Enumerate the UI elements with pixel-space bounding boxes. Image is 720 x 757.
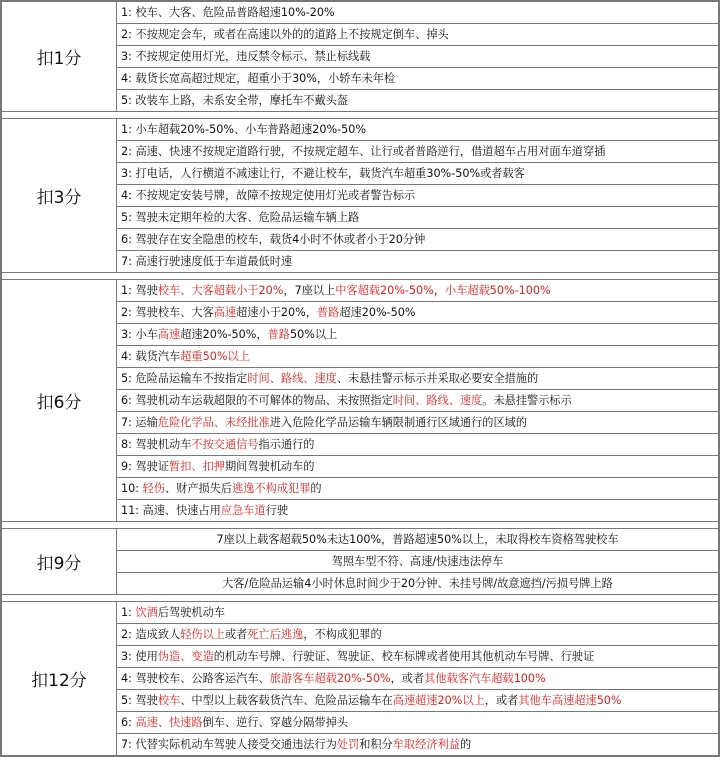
rule-text-segment: 和积分 [359,737,393,751]
rule-text-segment: 6: 驾驶机动车运载超限的不可解体的物品、未按照指定 [121,393,393,407]
rule-text [117,346,719,368]
highlight-text: 牟取经济利益 [392,737,460,751]
rule-text-segment: 11: 高速、快速占用 [121,503,221,517]
rule-text [117,24,719,46]
highlight-text: 时间、路线、速度 [392,393,483,407]
rule-text-segment: 、未悬挂警示标示并采取必要安全措施的 [336,371,539,385]
rule-text [117,456,719,478]
rule-text-segment: 3: 小车 [121,327,158,341]
rule-text [117,624,719,646]
rule-text-segment: 的 [459,737,472,751]
rule-text [117,412,719,434]
highlight-text: 处罚 [336,737,360,751]
rule-text-segment: 2: 高速、快速不按规定道路行驶，不按规定超车、让行或者普路逆行，借道超车占用对面车道穿插 [121,144,606,158]
highlight-text: 危险化学品、未经批准 [157,415,270,429]
rule-text [117,119,719,141]
rule-text [117,163,719,185]
points-label: 扣9分 [2,529,117,595]
highlight-text: 伪造、变造 [157,649,214,663]
rule-text-segment: 期间驾驶机动车的 [224,459,315,473]
highlight-text: 中客超载20%-50% [335,283,434,297]
highlight-text: 死亡后逃逸 [247,627,304,641]
rule-text-segment: 超速小于20%， [236,305,317,319]
highlight-text: 暂扣、扣押 [169,459,225,473]
highlight-text: 应急车道 [220,503,266,517]
rule-text-segment: 驾照车型不符、高速/快速违法停车 [331,554,504,568]
rule-text-segment: 的 [310,481,322,495]
rule-text [117,668,719,690]
rule-text-segment: 或者 [224,627,248,641]
points-label: 扣6分 [2,280,117,522]
rule-text [117,90,719,112]
rule-text [117,734,719,756]
highlight-text: 高速 [157,327,181,341]
rule-text-segment: 、中型以上载客载货汽车、危险品运输车在 [180,693,393,707]
rule-text-segment: ， [433,283,445,297]
rule-text [117,251,719,273]
rule-text-segment: 9: 驾驶证 [121,459,170,473]
points-label: 扣1分 [2,2,117,112]
highlight-text: 普路 [316,305,340,319]
rule-text [117,185,719,207]
rule-text-segment: 2: 不按规定会车，或者在高速以外的的道路上不按规定倒车、掉头 [121,27,449,41]
rule-text-segment: 4: 驾驶校车、公路客运汽车、 [121,671,270,685]
rule-text-segment: 7: 高速行驶速度低于车道最低时速 [121,254,293,268]
highlight-text: 时间、路线、速度 [247,371,337,385]
highlight-text: 旅游客车超载20%-50% [269,671,391,685]
rule-row [2,529,719,551]
group-separator [2,595,719,602]
group-separator [2,273,719,280]
rule-text-segment: 。未悬挂警示标示 [482,393,572,407]
highlight-text: 不按交通信号 [191,437,259,451]
rule-text [117,602,719,624]
rule-text-segment: 的机动车号牌、行驶证、驾驶证、校车标牌或者使用其他机动车号牌、行驶证 [213,649,595,663]
rule-text-segment: 10: [121,481,143,495]
rule-text-segment: ，7座以上 [283,283,336,297]
rule-text [117,68,719,90]
deduction-table [1,1,719,756]
rule-text-segment: 50%以上 [289,327,338,341]
highlight-text: 高速、快速路 [135,715,203,729]
points-label: 扣12分 [2,602,117,756]
rule-text [117,529,719,551]
rule-text [117,551,719,573]
rule-text-segment: 4: 载货长宽高超过规定，超重小于30%，小轿车未年检 [121,71,396,85]
rule-text-segment: 5: 驾驶未定期年检的大客、危险品运输车辆上路 [121,210,360,224]
rule-text [117,280,719,302]
highlight-text: 高速超速20%以上 [392,693,485,707]
rule-text-segment: 7座以上载客超载50%未达100%，普路超速50%以上，未取得校车资格驾驶校车 [216,532,619,546]
rule-text [117,368,719,390]
rule-text-segment: 1: [121,605,136,619]
rule-text [117,500,719,522]
rule-text [117,324,719,346]
rule-text-segment: ，或者 [484,693,519,707]
group-separator [2,522,719,529]
rule-text-segment: 4: 载货汽车 [121,349,181,363]
rule-text [117,478,719,500]
rule-row [2,280,719,302]
rule-text [117,229,719,251]
rule-text [117,712,719,734]
rule-text-segment: 4: 不按规定安装号牌，故障不按规定使用灯光或者警告标示 [121,188,416,202]
rule-text-segment: 3: 使用 [121,649,158,663]
rule-text-segment: ，或者 [390,671,425,685]
highlight-text: 小车超载50%-100% [445,283,551,297]
rule-text-segment: 5: 危险品运输车不按指定 [121,371,248,385]
rule-text-segment: 8: 驾驶机动车 [121,437,192,451]
rule-text-segment: 7: 代替实际机动车驾驶人接受交通违法行为 [121,737,337,751]
rule-text-segment: 2: 造成致人 [121,627,181,641]
rule-text [117,573,719,595]
rule-text-segment: 3: 不按规定使用灯光，违反禁令标示、禁止标线载 [121,49,371,63]
rule-row [2,119,719,141]
rule-text-segment: 进入危险化学品运输车辆限制通行区域通行的区域的 [269,415,528,429]
rule-text-segment: 倒车、逆行、穿越分隔带掉头 [202,715,349,729]
rule-row [2,2,719,24]
highlight-text: 超重50%以上 [180,349,250,363]
rule-text [117,390,719,412]
rule-text-segment: 6: 驾驶存在安全隐患的校车，载货4小时不休或者小于20分钟 [121,232,426,246]
rule-text-segment: 1: 小车超载20%-50%、小车普路超速20%-50% [121,122,367,136]
points-label: 扣3分 [2,119,117,273]
highlight-text: 其他载客汽车超载100% [424,671,546,685]
rule-text-segment: 指示通行的 [258,437,315,451]
rule-text-segment: 5: 驾驶 [121,693,158,707]
highlight-text: 校车、大客超载小于20% [157,283,284,297]
rule-text [117,690,719,712]
rule-text [117,302,719,324]
rule-text-segment: 后驾驶机动车 [157,605,225,619]
rule-text-segment: 1: 校车、大客、危险品普路超速10%-20% [121,5,335,19]
rule-text-segment: 1: 驾驶 [121,283,158,297]
highlight-text: 其他车高速超速50% [518,693,622,707]
rule-row [2,602,719,624]
highlight-text: 轻伤以上 [180,627,225,641]
rule-text [117,434,719,456]
rule-text-segment: 5: 改装车上路，未系安全带，摩托车不戴头盔 [121,93,349,107]
rule-text-segment: ，不构成犯罪的 [303,627,382,641]
highlight-text: 普路 [267,327,290,341]
rule-text-segment: 行驶 [265,503,289,517]
rule-text-segment: 大客/危险品运输4小时休息时间少于20分钟、未挂号牌/故意遮挡/污损号牌上路 [222,576,613,590]
highlight-text: 轻伤 [142,481,165,495]
rule-text-segment: 超速20%-50%， [180,327,268,341]
rule-text [117,207,719,229]
highlight-text: 逃逸不构成犯罪 [232,481,311,495]
highlight-text: 高速 [213,305,237,319]
rule-text-segment: 3: 打电话，人行横道不减速让行，不避让校车，载货汽车超重30%-50%或者载客 [121,166,525,180]
rule-text [117,46,719,68]
rule-text-segment: 2: 驾驶校车、大客 [121,305,214,319]
highlight-text: 饮酒 [135,605,158,619]
rule-text [117,646,719,668]
rule-text-segment: 、财产损失后 [164,481,233,495]
group-separator [2,112,719,119]
rule-text [117,141,719,163]
rule-text-segment: 7: 运输 [121,415,158,429]
rule-text-segment: 6: [121,715,136,729]
rule-text-segment: 超速20%-50% [339,305,416,319]
highlight-text: 校车 [157,693,181,707]
rule-text [117,2,719,24]
